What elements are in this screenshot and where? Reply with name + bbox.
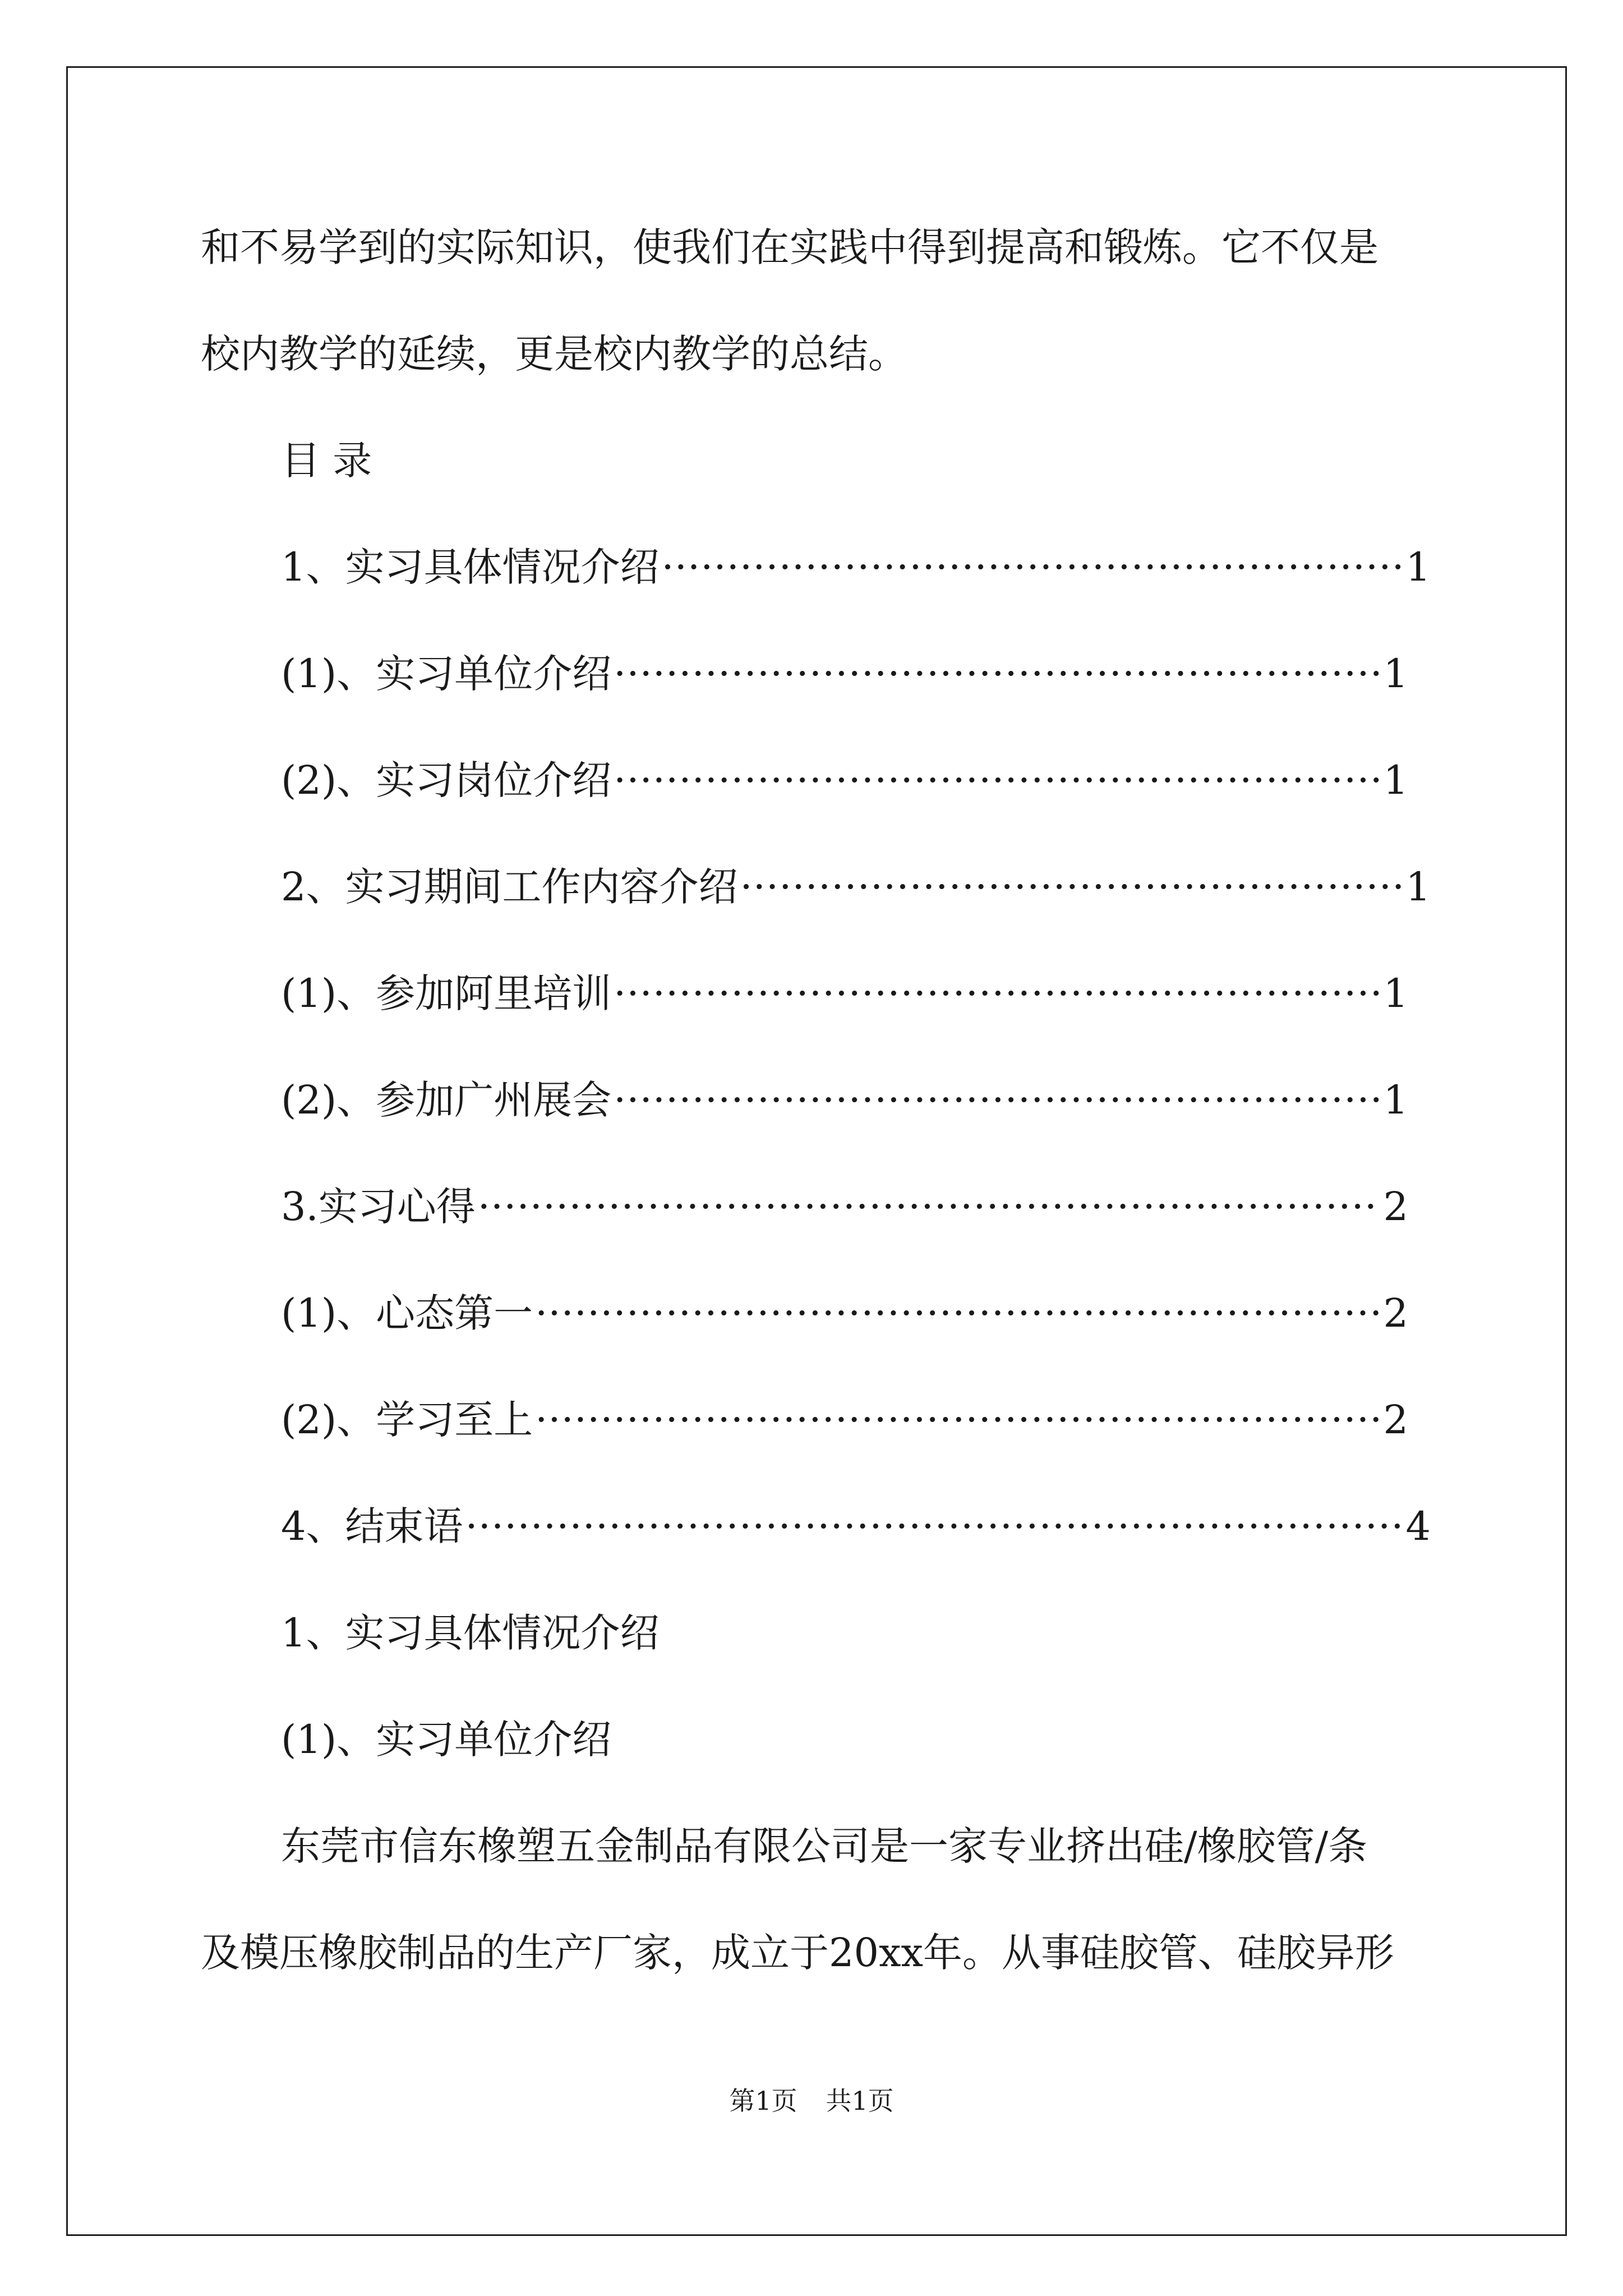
toc-entry-page: 1 bbox=[1383, 1077, 1408, 1123]
toc-leader-dots bbox=[614, 968, 1381, 1019]
toc-entry-page: 1 bbox=[1405, 864, 1431, 910]
page-number-total: 共1页 bbox=[826, 2086, 894, 2116]
toc-entry[interactable] bbox=[281, 1501, 1431, 1552]
page-footer bbox=[0, 2084, 1623, 2118]
toc-leader-dots bbox=[535, 1288, 1381, 1338]
page-border bbox=[66, 66, 1567, 2236]
toc-leader-dots bbox=[535, 1395, 1381, 1445]
toc-entry[interactable] bbox=[281, 1075, 1408, 1125]
toc-entry-label: (1)、心态第一 bbox=[281, 1290, 533, 1336]
toc-leader-dots bbox=[614, 1075, 1381, 1125]
toc-entry-page: 1 bbox=[1383, 757, 1408, 803]
toc-leader-dots bbox=[662, 542, 1404, 592]
toc-entry[interactable] bbox=[281, 542, 1431, 592]
toc-entry-label: 4、结束语 bbox=[281, 1503, 463, 1549]
toc-entry[interactable] bbox=[281, 968, 1408, 1019]
toc-entry-label: 3.实习心得 bbox=[281, 1184, 476, 1230]
section-subheading: (1)、实习单位介绍 bbox=[281, 1717, 612, 1763]
toc-entry[interactable] bbox=[281, 1395, 1408, 1445]
toc-entry-label: (2)、学习至上 bbox=[281, 1397, 533, 1443]
toc-entry-page: 1 bbox=[1383, 970, 1408, 1016]
toc-entry-label: 2、实习期间工作内容介绍 bbox=[281, 864, 738, 910]
toc-entry-label: (2)、实习岗位介绍 bbox=[281, 757, 612, 803]
toc-entry-page: 2 bbox=[1383, 1397, 1408, 1443]
toc-entry[interactable] bbox=[281, 862, 1431, 912]
toc-leader-dots bbox=[465, 1501, 1404, 1552]
toc-leader-dots bbox=[740, 862, 1404, 912]
toc-entry[interactable] bbox=[281, 1288, 1408, 1338]
intro-line-1: 和不易学到的实际知识，使我们在实践中得到提高和锻炼。它不仅是 bbox=[201, 224, 1378, 270]
toc-entry[interactable] bbox=[281, 1181, 1408, 1232]
toc-entry-page: 4 bbox=[1405, 1503, 1431, 1549]
toc-leader-dots bbox=[614, 755, 1381, 806]
toc-title: 目 录 bbox=[281, 438, 372, 484]
toc-entry-label: (1)、实习单位介绍 bbox=[281, 651, 612, 697]
toc-entry-label: 1、实习具体情况介绍 bbox=[281, 544, 660, 590]
intro-line-2: 校内教学的延续，更是校内教学的总结。 bbox=[201, 331, 907, 377]
toc-entry-page: 2 bbox=[1383, 1184, 1408, 1230]
toc-entry-page: 1 bbox=[1383, 651, 1408, 697]
toc-leader-dots bbox=[614, 648, 1381, 699]
toc-entry-label: (1)、参加阿里培训 bbox=[281, 970, 612, 1016]
toc-entry[interactable] bbox=[281, 648, 1408, 699]
toc-entry-page: 1 bbox=[1405, 544, 1431, 590]
page-number-current: 第1页 bbox=[729, 2086, 797, 2116]
section-heading: 1、实习具体情况介绍 bbox=[281, 1610, 660, 1656]
body-line-2: 及模压橡胶制品的生产厂家，成立于20xx年。从事硅胶管、硅胶异形 bbox=[201, 1930, 1395, 1976]
toc-entry-page: 2 bbox=[1383, 1290, 1408, 1336]
toc-leader-dots bbox=[478, 1181, 1381, 1232]
toc-entry-label: (2)、参加广州展会 bbox=[281, 1077, 612, 1123]
body-line-1: 东莞市信东橡塑五金制品有限公司是一家专业挤出硅/橡胶管/条 bbox=[281, 1823, 1368, 1869]
toc-entry[interactable] bbox=[281, 755, 1408, 806]
